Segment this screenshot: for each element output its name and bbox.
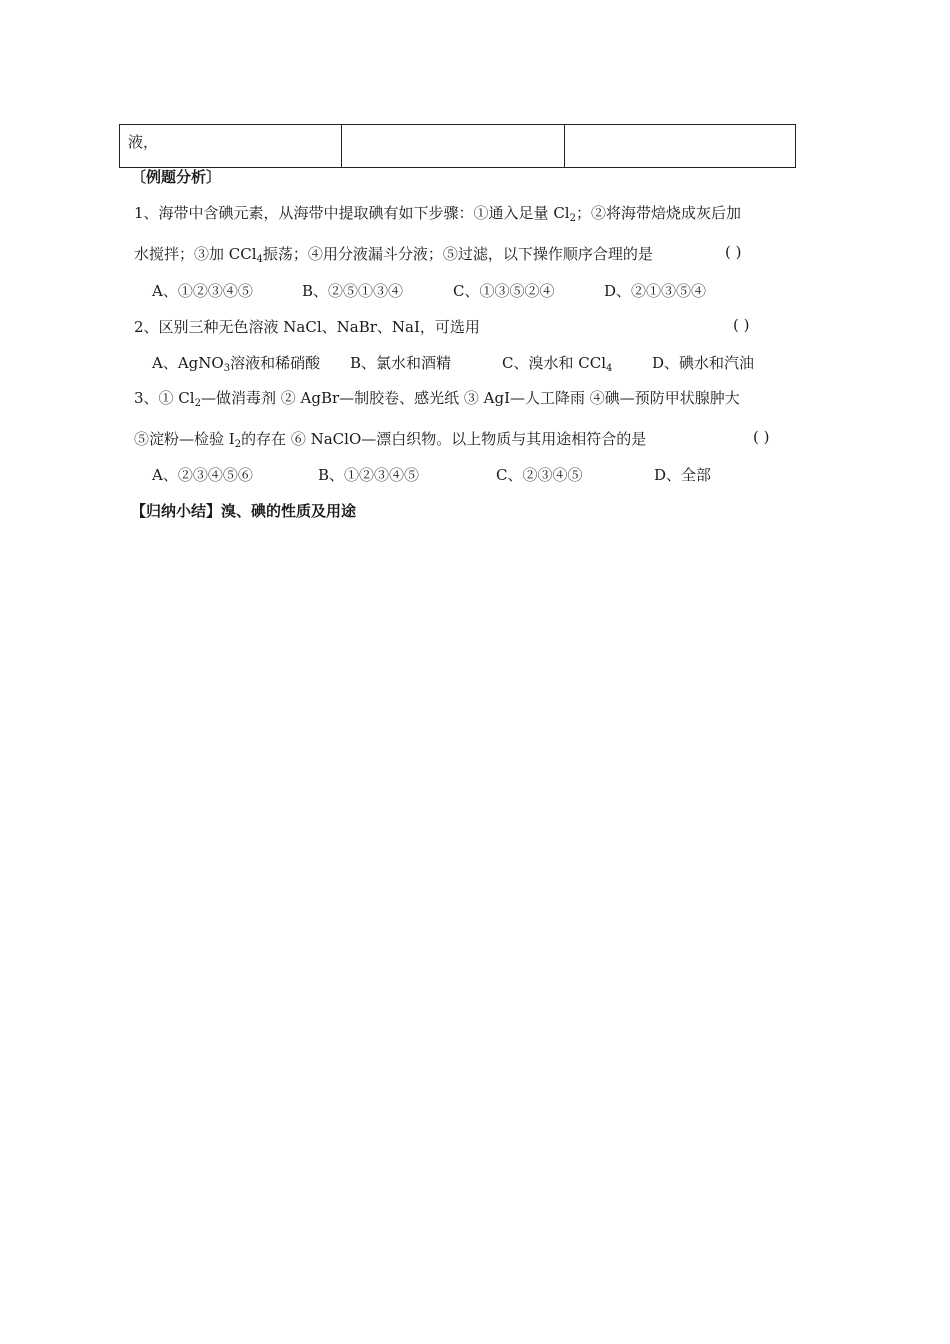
subscript: 3 (223, 363, 231, 374)
table-row (120, 125, 796, 168)
table-cell (342, 125, 564, 168)
subscript: 2 (234, 439, 242, 450)
option-b: B、①②③④⑤ (318, 466, 420, 484)
option-b: B、②⑤①③④ (302, 282, 404, 300)
summary-heading: 【归纳小结】溴、碘的性质及用途 (131, 502, 357, 520)
option-d: D、全部 (654, 466, 712, 484)
question-3-line-2 (134, 428, 646, 449)
answer-paren: ( ) (733, 316, 750, 334)
table-fragment (119, 124, 796, 168)
subscript: 4 (256, 254, 263, 265)
option-text: A、AgNO (152, 354, 224, 372)
option-d: D、碘水和汽油 (652, 354, 755, 372)
question-1-line-1 (134, 202, 741, 223)
subscript: 4 (606, 363, 613, 374)
answer-paren: ( ) (725, 243, 742, 261)
question-text: 1、海带中含碘元素，从海带中提取碘有如下步骤：①通入足量 Cl (134, 204, 570, 222)
question-text: ；②将海带焙烧成灰后加 (575, 204, 741, 222)
option-a: A、①②③④⑤ (152, 282, 253, 300)
question-text: ⑤淀粉—检验 I (134, 430, 235, 448)
question-text: 3、① Cl (134, 389, 195, 407)
option-a (152, 352, 320, 373)
question-text: 水搅拌；③加 CCl (134, 245, 257, 263)
subscript: 2 (569, 213, 576, 224)
question-2-text: 2、区别三种无色溶液 NaCl、NaBr、NaI，可选用 (134, 318, 480, 336)
option-text: C、溴水和 CCl (502, 354, 606, 372)
question-1-line-2 (134, 243, 653, 264)
option-text: 溶液和稀硝酸 (230, 354, 321, 372)
option-c: C、②③④⑤ (496, 466, 583, 484)
table-cell: 液， (120, 125, 342, 168)
question-text: 的存在 ⑥ NaClO—漂白织物。以上物质与其用途相符合的是 (241, 430, 647, 448)
option-c (502, 352, 612, 373)
table-cell (564, 125, 795, 168)
answer-paren: ( ) (753, 428, 770, 446)
option-b: B、氯水和酒精 (350, 354, 452, 372)
option-c: C、①③⑤②④ (453, 282, 555, 300)
section-heading-example: 〔例题分析〕 (131, 168, 222, 186)
subscript: 2 (194, 398, 201, 409)
option-d: D、②①③⑤④ (604, 282, 707, 300)
question-text: —做消毒剂 ② AgBr—制胶卷、感光纸 ③ AgI—人工降雨 ④碘—预防甲状腺肿大 (200, 389, 740, 407)
option-a: A、②③④⑤⑥ (152, 466, 253, 484)
question-text: 振荡；④用分液漏斗分液；⑤过滤，以下操作顺序合理的是 (262, 245, 653, 263)
question-3-line-1 (134, 387, 740, 408)
